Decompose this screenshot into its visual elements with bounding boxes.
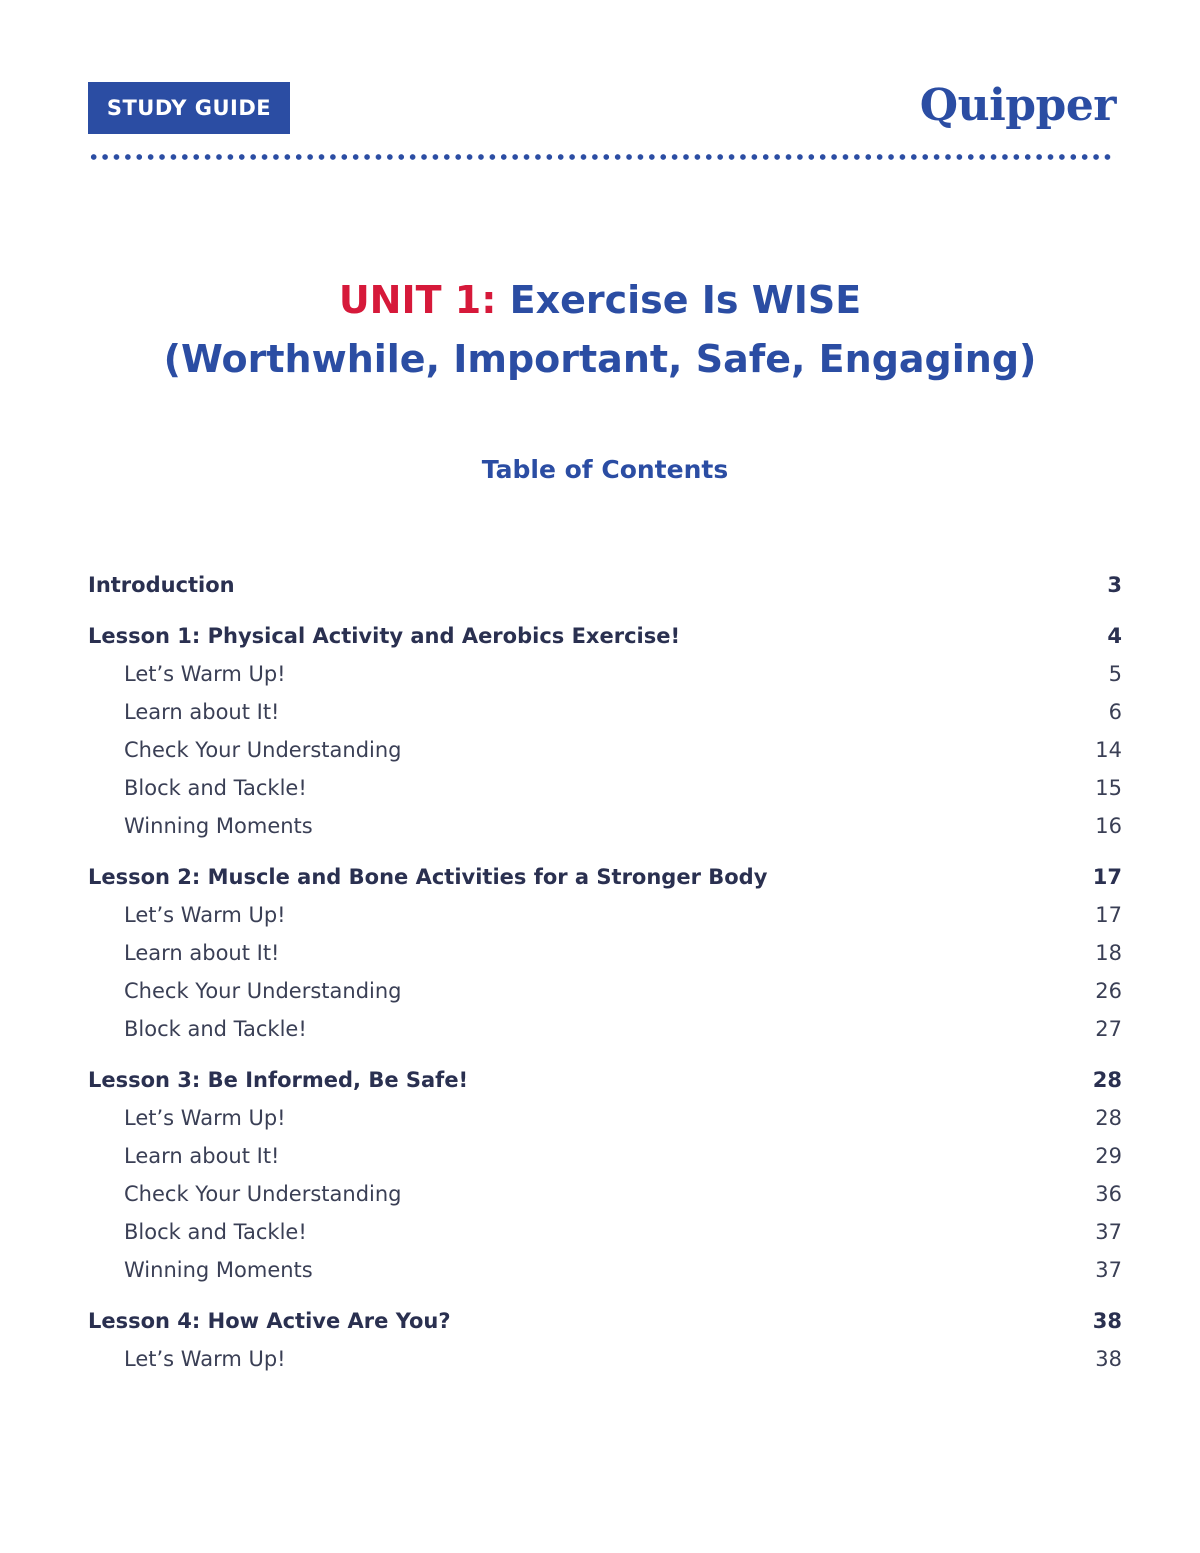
toc-subentry[interactable] (88, 807, 1122, 845)
toc-entry-label: Learn about It! (124, 941, 280, 965)
toc-entry-label: Let’s Warm Up! (124, 662, 286, 686)
toc-subentry[interactable] (88, 1340, 1122, 1378)
toc-entry-label: Learn about It! (124, 1144, 280, 1168)
toc-entry-lesson-2[interactable] (88, 858, 1122, 896)
toc-entry-label: Let’s Warm Up! (124, 1347, 286, 1371)
toc-subentry[interactable] (88, 1251, 1122, 1289)
unit-title-text: Exercise Is WISE (509, 278, 862, 322)
toc-entry-page: 3 (1107, 573, 1122, 597)
toc-subentry[interactable] (88, 896, 1122, 934)
toc-entry-page: 6 (1108, 700, 1122, 724)
toc-entry-page: 26 (1095, 979, 1122, 1003)
toc-entry-label: Lesson 4: How Active Are You? (88, 1309, 451, 1333)
toc-subentry[interactable] (88, 1010, 1122, 1048)
toc-entry-label: Lesson 3: Be Informed, Be Safe! (88, 1068, 469, 1092)
toc-subentry[interactable] (88, 769, 1122, 807)
toc-entry-label: Learn about It! (124, 700, 280, 724)
toc-subentry[interactable] (88, 693, 1122, 731)
toc-subentry[interactable] (88, 972, 1122, 1010)
unit-title (0, 278, 1200, 322)
toc-entry-page: 4 (1107, 624, 1122, 648)
toc-subentry[interactable] (88, 1137, 1122, 1175)
toc-entry-page: 17 (1092, 865, 1122, 889)
toc-entry-page: 16 (1095, 814, 1122, 838)
toc-entry-label: Block and Tackle! (124, 776, 307, 800)
toc-entry-page: 27 (1095, 1017, 1122, 1041)
toc-entry-page: 29 (1095, 1144, 1122, 1168)
toc-entry-label: Check Your Understanding (124, 979, 402, 1003)
toc-entry-page: 37 (1095, 1220, 1122, 1244)
toc-entry-page: 28 (1095, 1106, 1122, 1130)
toc-entry-page: 14 (1095, 738, 1122, 762)
toc-heading: Table of Contents (481, 455, 729, 484)
dotted-divider (88, 154, 1116, 160)
toc-subentry[interactable] (88, 655, 1122, 693)
toc-entry-label: Introduction (88, 573, 235, 597)
toc-entry-page: 37 (1095, 1258, 1122, 1282)
toc-entry-label: Let’s Warm Up! (124, 903, 286, 927)
toc-entry-label: Check Your Understanding (124, 1182, 402, 1206)
toc-entry-label: Winning Moments (124, 1258, 313, 1282)
toc-entry-lesson-3[interactable] (88, 1061, 1122, 1099)
toc-entry-label: Lesson 1: Physical Activity and Aerobics Exercise! (88, 624, 681, 648)
toc-entry-label: Winning Moments (124, 814, 313, 838)
toc-entry-label: Let’s Warm Up! (124, 1106, 286, 1130)
study-guide-badge: STUDY GUIDE (88, 82, 290, 134)
toc-entry-page: 17 (1095, 903, 1122, 927)
unit-subtitle: (Worthwhile, Important, Safe, Engaging) (163, 337, 1037, 381)
toc-entry-label: Lesson 2: Muscle and Bone Activities for a Stronger Body (88, 865, 768, 889)
unit-label: UNIT 1: (338, 278, 497, 322)
toc-entry-page: 5 (1108, 662, 1122, 686)
toc-entry-page: 15 (1095, 776, 1122, 800)
toc-entry-page: 36 (1095, 1182, 1122, 1206)
toc-subentry[interactable] (88, 1175, 1122, 1213)
toc-entry-page: 38 (1092, 1309, 1122, 1333)
toc-subentry[interactable] (88, 1213, 1122, 1251)
toc-entry-label: Block and Tackle! (124, 1017, 307, 1041)
toc-entry-introduction[interactable] (88, 566, 1122, 604)
toc-entry-lesson-1[interactable] (88, 617, 1122, 655)
toc-subentry[interactable] (88, 934, 1122, 972)
toc-entry-page: 28 (1092, 1068, 1122, 1092)
toc-entry-page: 38 (1095, 1347, 1122, 1371)
table-of-contents (88, 566, 1122, 1378)
toc-entry-label: Block and Tackle! (124, 1220, 307, 1244)
quipper-logo: Quipper (919, 80, 1116, 131)
toc-subentry[interactable] (88, 731, 1122, 769)
toc-entry-label: Check Your Understanding (124, 738, 402, 762)
toc-entry-page: 18 (1095, 941, 1122, 965)
toc-entry-lesson-4[interactable] (88, 1302, 1122, 1340)
page-header (88, 82, 1116, 134)
toc-subentry[interactable] (88, 1099, 1122, 1137)
